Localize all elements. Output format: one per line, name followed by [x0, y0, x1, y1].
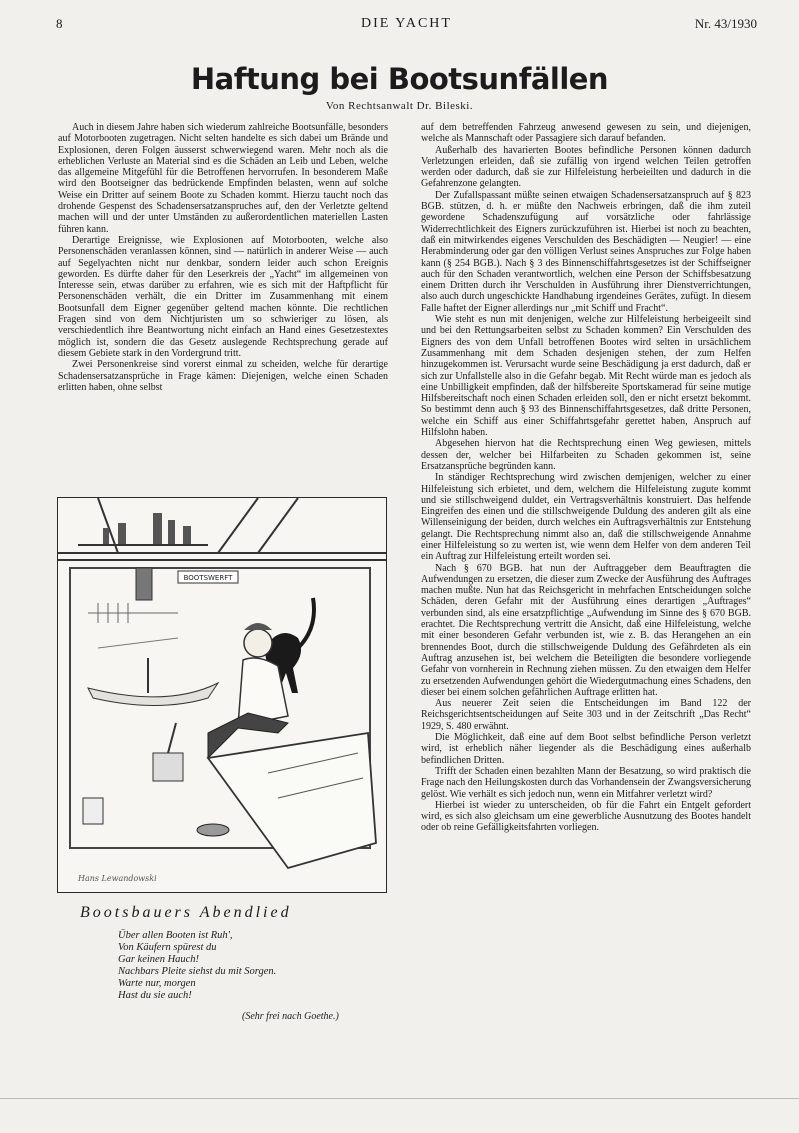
article-byline: Von Rechtsanwalt Dr. Bileski. [325, 100, 474, 112]
poem-line: Hast du sie auch! [118, 990, 192, 1001]
poem-line: Gar keinen Hauch! [118, 954, 200, 965]
running-header [56, 16, 757, 36]
cartoon-illustration [57, 497, 387, 893]
poem-line: Von Käufern spürest du [118, 942, 217, 953]
boatyard-sign-text: BOOTSWERFT [183, 574, 233, 582]
page-divider [0, 1098, 799, 1099]
paragraph: Hierbei ist wieder zu unterscheiden, ob für die Fahrt ein Entgelt gefordert wird, es sich also gleichsam um eine gewerbliche Ausnutzung des Bootes handelt oder ob reine Gefälligkeitsfahrten vorliegen. [421, 799, 751, 834]
paragraph: Aus neuerer Zeit seien die Entscheidungen im Band 122 der Reichsgerichtsentscheidungen auf Seite 303 und in der Zeitschrift „Das Recht“ 1929, S. 480 erwähnt. [421, 698, 751, 732]
poem-credit: (Sehr frei nach Goethe.) [242, 1011, 339, 1022]
issue-number: Nr. 43/1930 [694, 16, 757, 31]
paragraph: Wie steht es nun mit denjenigen, welche zur Hilfeleistung herbeigeeilt sind und bei den Rettungsarbeiten selbst zu Schaden kommen? Ein Verschulden des Eigners des von dem Unfall betroffenen Bootes wird selten in ursächlichem Zusammenhang mit dem Schaden desjenigen stehen, der zum Helfen hinzugekommen ist. Verursacht wurde seine Beschädigung ja erst dadurch, daß er sich zur Unfallstelle also in die Gefahr begab. Mit Recht würde man es jedoch als eine Unbilligkeit empfinden, daß der hilfsbereite Sportskamerad für seine mutige Hilfsbereitschaft noch einen Schaden erleiden soll, den er nicht ersetzt bekommt. So bestimmt denn auch § 93 des Binnenschiffahrtsgesetzes, daß dritte Personen, welche ein Schiff aus einer Schiffahrtsgefahr gerettet haben, Anspruch auf Hilfslohn haben. [421, 314, 751, 439]
paragraph: Die Möglichkeit, daß eine auf dem Boot selbst befindliche Person verletzt wird, ist erheblich näher liegender als die Beschädigung eines außerhalb befindlichen Dritten. [421, 732, 751, 766]
poem-line: Nachbars Pleite siehst du mit Sorgen. [118, 966, 277, 977]
paragraph: Derartige Ereignisse, wie Explosionen auf Motorbooten, welche also Personenschäden veranlassen können, sind — natürlich in anderer Weise — auch auf Segelyachten nicht nur denkbar, sondern leider auch schon Ereignis geworden. Es dürfte daher für den Leserkreis der „Yacht“ im allgemeinen von Interesse sein, etwas darüber zu erfahren, wie es sich mit der Haftpflicht für Personenschäden verhält, die ein Dritter im Zusammenhang mit einem Bootsunfall dem Eigner gegenüber geltend machen könnte. Die rechtlichen Fragen sind von dem Nichtjuristen um so schwieriger zu lösen, als verschiedentlich ihre Beantwortung nicht einfach an Hand eines Gesetzestextes möglich ist, sondern die das Gesetz auslegende Rechtsprechung gerade auf diesem Gebiete stark in den Vordergrund tritt. [58, 234, 388, 359]
poem-title: Bootsbauers Abendlied [80, 904, 292, 921]
paragraph: auf dem betreffenden Fahrzeug anwesend gewesen zu sein, und diejenigen, welche als Mannschaft oder Passagiere sich darauf befanden. [421, 122, 751, 145]
poem-line: Warte nur, morgen [118, 978, 196, 989]
paragraph: Abgesehen hiervon hat die Rechtsprechung einen Weg gewiesen, mittels dessen der, welcher bei Hilfarbeiten zu Schaden gekommen ist, seine Ersatzansprüche begründen kann. [421, 438, 751, 472]
paragraph: Nach § 670 BGB. hat nun der Auftraggeber dem Beauftragten die Aufwendungen zu ersetzen, die dieser zum Zwecke der Ausführung des Auftrages machen mußte. Nun hat das Reichsgericht in mehrfachen Entscheidungen solche Schäden, deren Gefahr mit der Ausführung eines derartigen „Auftrages“ verbunden sind, als eine ersatzpflichtige „Aufwendung im Sinne des § 670 BGB. erachtet. Die Rechtsprechung vertritt die Ansicht, daß eine Hilfeleistung, welche mit einer besonderen Gefahr verbunden ist, wie z. B. das Herangehen an ein brennendes Boot, durch die stillschweigende Duldung des Gefährdeten als ein Auftrag anzusehen ist, bei welchem die Beteiligten die besondere vorliegende Gefahr von vornherein in Rechnung ziehen müssen. Zu den etwaigen dem Helfer zu ersetzenden Aufwendungen gehört die Wiedergutmachung eines Schadens, den dieser bei einem solchen gefährlichen Auftrage erlitten hat. [421, 562, 751, 698]
article-title: Haftung bei Bootsunfällen [190, 62, 609, 96]
paragraph: Außerhalb des havarierten Bootes befindliche Personen können dadurch Verletzungen erleiden, daß sie zufällig von irgend welchen Teilen getroffen werden oder dadurch, daß sie zur Hilfeleistung herbeieilten und dadurch in die Gefahrenzone gelangten. [421, 144, 751, 190]
left-column [58, 122, 388, 393]
paragraph: Zwei Personenkreise sind vorerst einmal zu scheiden, welche für derartige Schadensersatzansprüche in Frage kämen: Diejenigen, welche einen Schaden erlitten haben, ohne selbst [58, 359, 388, 393]
poem-line: Über allen Booten ist Ruh', [118, 930, 233, 941]
paragraph: Auch in diesem Jahre haben sich wiederum zahlreiche Bootsunfälle, besonders auf Motorbooten zugetragen. Nicht selten handelte es sich dabei um Brände und Explosionen, deren Folgen äusserst schwerwiegend waren. Mehr noch als die erheblichen Verluste an Material sind es die Schäden an Leib und Leben, welche das allgemeine Mitgefühl für die Betroffenen hervorrufen. In besonderem Maße wird den Bootseigner das bedrückende Empfinden belasten, wenn auf solche Weise ein Dritter auf seinem Boote zu Schaden kommt. Hierzu taucht noch das drohende Gespenst des Schadensersatzanspruches auf, den der Verletzte geltend machen will und der unter Umständen zu außerordentlichen materiellen Lasten führen kann. [58, 122, 389, 235]
page-number: 8 [56, 16, 63, 31]
magazine-title: DIE YACHT [361, 16, 452, 31]
paragraph: Trifft der Schaden einen bezahlten Mann der Besatzung, so wird praktisch die Frage nach den Heilungskosten durch das Vorhandensein der Zwangsversicherung gelöst. Wie verhält es sich jedoch nun, wenn ein Mitfahrer verletzt wird? [421, 765, 751, 800]
paragraph: In ständiger Rechtsprechung wird zwischen demjenigen, welcher zu einer Hilfeleistung sich erbietet, und dem, welchem die Hilfeleistung zugute kommt und sie stillschweigend duldet, ein Vertragsverhältnis konstruiert. Das helfende Eingreifen des einen und die stillschweigende Duldung des anderen gilt als eine Willenseinigung der beiden, durch welches ein Auftragsverhältnis zur Entstehung gelangt. Die Rechtsprechung nimmt also an, daß die stillschweigende Annahme einer Hilfeleistung so zu werten ist, wie wenn dem Helfer von dem anderen Teil ein Auftrag zur Hilfeleistung erteilt worden sei. [421, 472, 751, 563]
right-column [421, 122, 751, 834]
artist-signature: Hans Lewandowski [78, 874, 157, 883]
paragraph: Der Zufallspassant müßte seinen etwaigen Schadensersatzanspruch auf § 823 BGB. stützen, d. h. er müßte den Nachweis erbringen, daß die ihm zuteil gewordene Schadenszufügung auf vorsätzliche oder fahrlässige Widerrechtlichkeit des Eigners zurückzuführen ist. Hierbei ist noch zu beachten, daß ein mitwirkendes eigenes Verschulden des Beschädigten — Neugier! — eine Herabminderung oder gar den völligen Verlust seines Anspruches zur Folge haben kann (§ 254 BGB.). Nach § 3 des Binnenschiffahrtsgesetzes ist der Schiffseigner auch für den Schaden verantwortlich, welchen eine Person der Schiffsbesatzung einem Dritten durch ihr Verschulden in Ausführung ihrer Dienstverrichtungen, also auch durch ungeschickte Handhabung irgendeines Gerätes, zufügt. In diesem Falle haftet der Eigner allerdings nur „mit Schiff und Fracht“. [421, 189, 751, 314]
poem [118, 930, 378, 1002]
